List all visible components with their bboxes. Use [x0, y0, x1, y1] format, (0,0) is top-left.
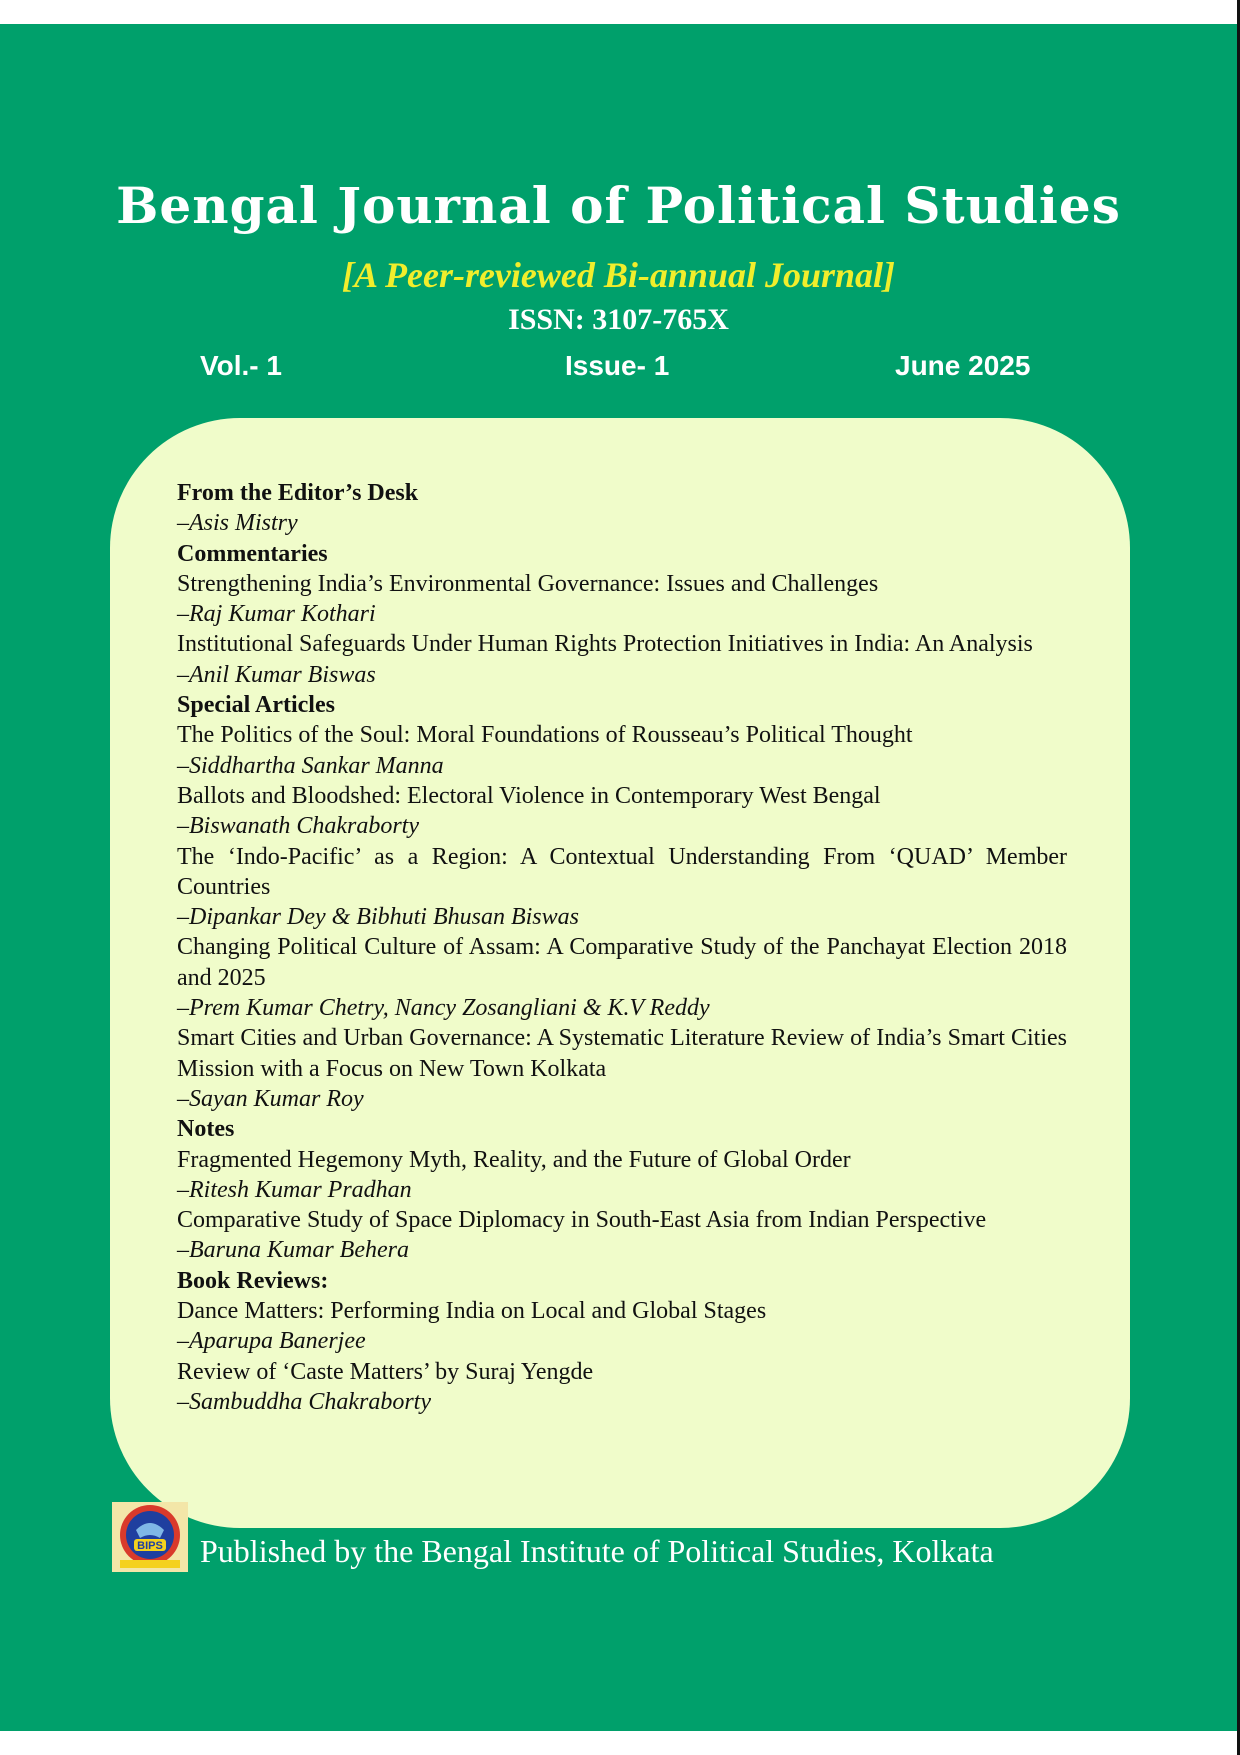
toc-author: –Siddhartha Sankar Manna: [177, 752, 444, 779]
logo-text: BIPS: [137, 1540, 163, 1552]
toc-author: –Aparupa Banerjee: [177, 1328, 366, 1355]
issue: Issue- 1: [565, 350, 670, 381]
toc-article: Fragmented Hegemony Myth, Reality, and the Future of Global Order: [177, 1146, 851, 1173]
toc-article: Ballots and Bloodshed: Electoral Violence in Contemporary West Bengal: [177, 782, 881, 809]
toc-article: Smart Cities and Urban Governance: A Systematic Literature Review of India’s Smart Cities Mission with a Focus on New Town Kolkata: [177, 1025, 1067, 1082]
toc-heading: From the Editor’s Desk: [177, 480, 419, 506]
toc-article: The ‘Indo-Pacific’ as a Region: A Contextual Understanding From ‘QUAD’ Member Countries: [177, 843, 1067, 900]
toc-article: Strengthening India’s Environmental Governance: Issues and Challenges: [177, 570, 879, 597]
toc-heading: Commentaries: [177, 540, 328, 567]
toc-heading: Book Reviews:: [177, 1267, 329, 1294]
publication-date: June 2025: [895, 350, 1031, 381]
toc-heading: Notes: [177, 1116, 235, 1143]
volume: Vol.- 1: [200, 350, 282, 381]
toc-author: –Prem Kumar Chetry, Nancy Zosangliani & K.V Reddy: [177, 995, 710, 1022]
toc-author: –Sayan Kumar Roy: [177, 1085, 364, 1112]
toc-article: Review of ‘Caste Matters’ by Suraj Yengde: [177, 1358, 594, 1385]
toc-heading: Special Articles: [177, 692, 335, 719]
toc-author: –Biswanath Chakraborty: [177, 813, 420, 840]
bips-logo: [112, 1502, 188, 1572]
toc-author: –Anil Kumar Biswas: [177, 661, 376, 688]
toc-article: Dance Matters: Performing India on Local and Global Stages: [177, 1298, 767, 1325]
issn: ISSN: 3107-765X: [508, 303, 729, 336]
journal-subtitle: [A Peer-reviewed Bi-annual Journal]: [341, 255, 895, 295]
toc-author: –Asis Mistry: [177, 510, 298, 537]
toc-article: Changing Political Culture of Assam: A Comparative Study of the Panchayat Election 2018 and 2025: [177, 934, 1067, 991]
publisher-line: Published by the Bengal Institute of Political Studies, Kolkata: [200, 1533, 994, 1569]
table-of-contents: [177, 478, 1067, 1417]
journal-title: Bengal Journal of Political Studies: [116, 176, 1121, 235]
toc-author: –Ritesh Kumar Pradhan: [177, 1176, 412, 1203]
toc-author: –Raj Kumar Kothari: [177, 601, 376, 628]
toc-article: The Politics of the Soul: Moral Foundations of Rousseau’s Political Thought: [177, 722, 913, 749]
toc-article: Institutional Safeguards Under Human Rights Protection Initiatives in India: An Analysis: [177, 631, 1033, 658]
toc-author: –Dipankar Dey & Bibhuti Bhusan Biswas: [177, 904, 579, 931]
toc-article: Comparative Study of Space Diplomacy in South-East Asia from Indian Perspective: [177, 1207, 987, 1234]
toc-author: –Baruna Kumar Behera: [177, 1237, 409, 1264]
toc-author: –Sambuddha Chakraborty: [177, 1388, 431, 1415]
